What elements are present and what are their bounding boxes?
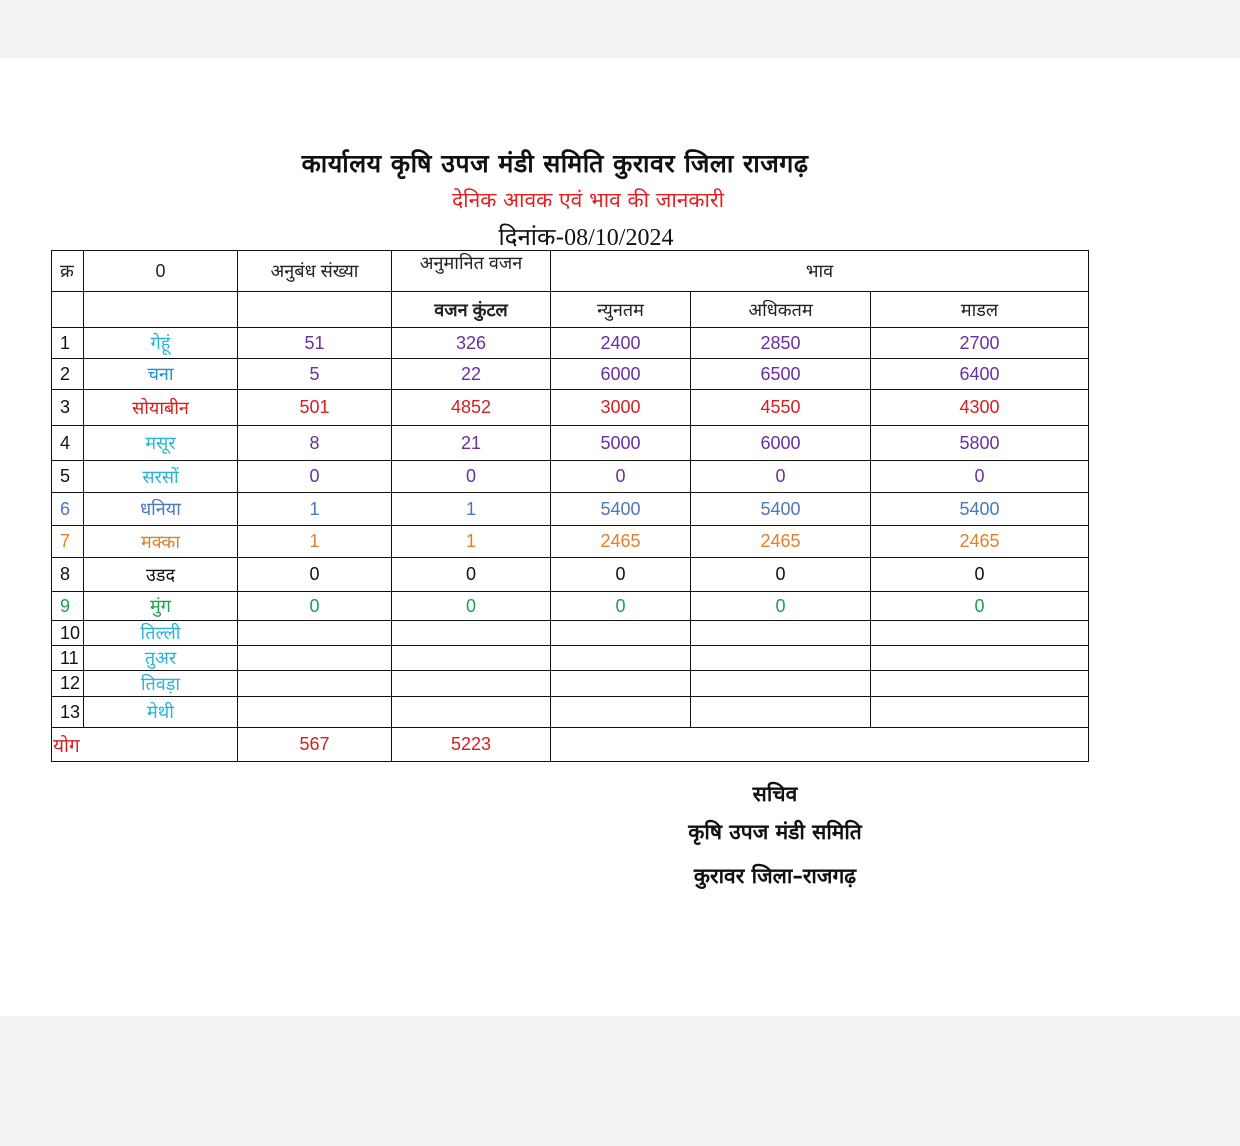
row-contracts: 0 <box>238 461 392 493</box>
row-max: 0 <box>691 592 871 621</box>
row-model: 5400 <box>871 493 1089 526</box>
signature-location: कुरावर जिला–राजगढ़ <box>693 864 857 888</box>
row-max: 4550 <box>691 390 871 426</box>
row-min: 0 <box>551 558 691 592</box>
row-weight: 0 <box>392 592 551 621</box>
row-contracts: 1 <box>238 526 392 558</box>
row-max: 0 <box>691 558 871 592</box>
total-row <box>52 728 1089 762</box>
row-crop-name: मसूर <box>84 426 238 461</box>
row-weight: 326 <box>392 328 551 359</box>
table-row <box>52 390 1089 426</box>
col-contracts-header: अनुबंध संख्या <box>238 251 392 292</box>
row-max: 0 <box>691 461 871 493</box>
table-row <box>52 558 1089 592</box>
col-min-header: न्युनतम <box>551 292 691 328</box>
row-model <box>871 646 1089 671</box>
header-row-2 <box>52 292 1089 328</box>
row-contracts: 0 <box>238 592 392 621</box>
col-weight-header: अनुमानित वजन <box>392 251 551 292</box>
col-crop-header: 0 <box>84 251 238 292</box>
row-min: 2465 <box>551 526 691 558</box>
empty-cell <box>238 292 392 328</box>
row-sn: 4 <box>52 426 84 461</box>
row-max: 2850 <box>691 328 871 359</box>
table-row <box>52 646 1089 671</box>
col-model-header: माडल <box>871 292 1089 328</box>
row-model <box>871 621 1089 646</box>
row-model: 2465 <box>871 526 1089 558</box>
row-contracts <box>238 621 392 646</box>
row-sn: 10 <box>52 621 84 646</box>
row-weight <box>392 697 551 728</box>
row-max <box>691 697 871 728</box>
row-crop-name: गेहूं <box>84 328 238 359</box>
row-contracts: 51 <box>238 328 392 359</box>
row-sn: 3 <box>52 390 84 426</box>
row-sn: 1 <box>52 328 84 359</box>
table-row <box>52 359 1089 390</box>
row-sn: 7 <box>52 526 84 558</box>
signature-designation: सचिव <box>752 782 798 806</box>
empty-cell <box>52 292 84 328</box>
row-sn: 9 <box>52 592 84 621</box>
row-min <box>551 621 691 646</box>
row-weight <box>392 621 551 646</box>
row-model: 2700 <box>871 328 1089 359</box>
row-crop-name: मेथी <box>84 697 238 728</box>
total-contracts: 567 <box>238 728 392 762</box>
col-sn-header: क्र <box>52 251 84 292</box>
table-row <box>52 426 1089 461</box>
row-model: 0 <box>871 461 1089 493</box>
row-weight <box>392 646 551 671</box>
row-min <box>551 671 691 697</box>
row-max: 6000 <box>691 426 871 461</box>
total-weight: 5223 <box>392 728 551 762</box>
row-min <box>551 697 691 728</box>
row-sn: 5 <box>52 461 84 493</box>
row-contracts: 501 <box>238 390 392 426</box>
row-weight <box>392 671 551 697</box>
row-model <box>871 697 1089 728</box>
row-sn: 8 <box>52 558 84 592</box>
header-row-1 <box>52 251 1089 292</box>
row-crop-name: मक्का <box>84 526 238 558</box>
table-row <box>52 671 1089 697</box>
table-row <box>52 461 1089 493</box>
row-max: 6500 <box>691 359 871 390</box>
row-weight: 1 <box>392 493 551 526</box>
row-min: 5000 <box>551 426 691 461</box>
row-contracts: 0 <box>238 558 392 592</box>
row-crop-name: सोयाबीन <box>84 390 238 426</box>
table-row <box>52 526 1089 558</box>
row-max <box>691 621 871 646</box>
row-weight: 21 <box>392 426 551 461</box>
row-min: 2400 <box>551 328 691 359</box>
row-sn: 12 <box>52 671 84 697</box>
total-label: योग <box>52 728 238 762</box>
row-contracts <box>238 697 392 728</box>
row-crop-name: तिवड़ा <box>84 671 238 697</box>
row-contracts: 1 <box>238 493 392 526</box>
row-sn: 2 <box>52 359 84 390</box>
date-label: दिनांक- <box>498 223 565 251</box>
row-contracts: 8 <box>238 426 392 461</box>
row-min: 5400 <box>551 493 691 526</box>
table-row <box>52 493 1089 526</box>
row-contracts <box>238 671 392 697</box>
row-min: 6000 <box>551 359 691 390</box>
row-crop-name: मुंग <box>84 592 238 621</box>
row-max <box>691 646 871 671</box>
row-min: 3000 <box>551 390 691 426</box>
row-sn: 11 <box>52 646 84 671</box>
row-weight: 0 <box>392 558 551 592</box>
row-max: 2465 <box>691 526 871 558</box>
row-crop-name: चना <box>84 359 238 390</box>
signature-organization: कृषि उपज मंडी समिति <box>688 820 862 844</box>
row-model: 0 <box>871 558 1089 592</box>
row-model: 4300 <box>871 390 1089 426</box>
row-sn: 13 <box>52 697 84 728</box>
row-model: 5800 <box>871 426 1089 461</box>
table-row <box>52 697 1089 728</box>
col-max-header: अधिकतम <box>691 292 871 328</box>
row-max <box>691 671 871 697</box>
row-crop-name: धनिया <box>84 493 238 526</box>
col-weight-unit-header: वजन कुंटल <box>392 292 551 328</box>
row-model: 6400 <box>871 359 1089 390</box>
report-subtitle: देनिक आवक एवं भाव की जानकारी <box>451 188 725 212</box>
row-crop-name: सरसों <box>84 461 238 493</box>
date-value: 08/10/2024 <box>564 225 674 251</box>
row-model <box>871 671 1089 697</box>
row-min: 0 <box>551 592 691 621</box>
row-crop-name: उडद <box>84 558 238 592</box>
row-weight: 1 <box>392 526 551 558</box>
row-min <box>551 646 691 671</box>
row-max: 5400 <box>691 493 871 526</box>
row-contracts: 5 <box>238 359 392 390</box>
row-sn: 6 <box>52 493 84 526</box>
row-weight: 4852 <box>392 390 551 426</box>
document-page <box>0 58 1240 1016</box>
col-price-header: भाव <box>551 251 1089 292</box>
empty-cell <box>84 292 238 328</box>
row-crop-name: तिल्ली <box>84 621 238 646</box>
row-crop-name: तुअर <box>84 646 238 671</box>
rates-table <box>51 250 1089 762</box>
row-weight: 0 <box>392 461 551 493</box>
row-contracts <box>238 646 392 671</box>
report-date <box>0 220 1172 253</box>
empty-cell <box>551 728 1089 762</box>
row-model: 0 <box>871 592 1089 621</box>
row-min: 0 <box>551 461 691 493</box>
row-weight: 22 <box>392 359 551 390</box>
table-row <box>52 592 1089 621</box>
office-title: कार्यालय कृषि उपज मंडी समिति कुरावर जिला राजगढ़ <box>301 149 809 178</box>
table-row <box>52 328 1089 359</box>
table-row <box>52 621 1089 646</box>
